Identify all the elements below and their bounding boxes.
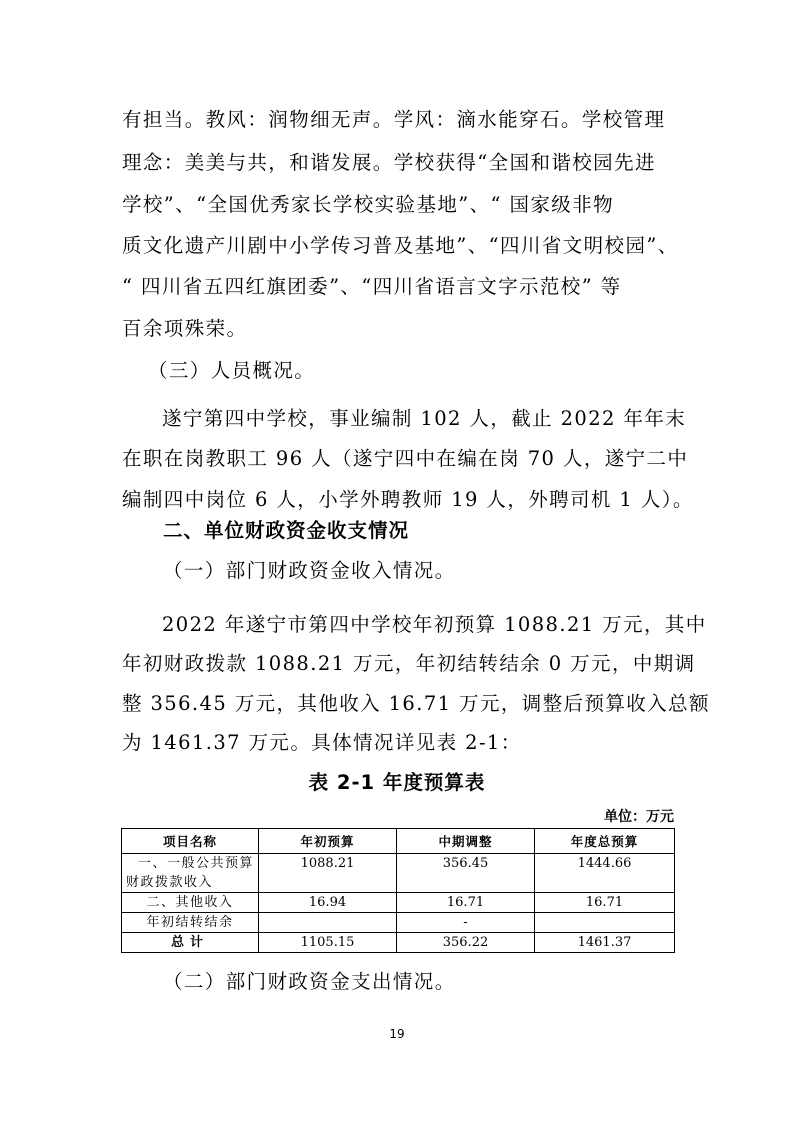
table-total-row <box>122 933 675 953</box>
body-text-line: 在职在岗教职工 96 人（遂宁四中在编在岗 70 人，遂宁二中 <box>122 447 689 470</box>
row-label: 二、其他收入 <box>122 893 259 913</box>
body-text-line: 有担当。教风：润物细无声。学风：滴水能穿石。学校管理 <box>122 108 666 131</box>
cell-mid: 16.71 <box>397 893 535 913</box>
cell-total <box>535 913 675 933</box>
body-text-line: 学校”、“全国优秀家长学校实验基地”、“ 国家级非物 <box>122 193 614 216</box>
section-heading-finance: 二、单位财政资金收支情况 <box>163 519 410 542</box>
cell-total: 16.71 <box>535 893 675 913</box>
body-text-line: 编制四中岗位 6 人，小学外聘教师 19 人，外聘司机 1 人）。 <box>122 488 694 511</box>
body-text-line: 年初财政拨款 1088.21 万元，年初结转结余 0 万元，中期调 <box>122 652 696 675</box>
subsection-heading-income: （一）部门财政资金收入情况。 <box>163 559 456 582</box>
total-label: 总计 <box>122 933 259 953</box>
page-number: 19 <box>389 1027 405 1041</box>
body-text-line: 遂宁第四中学校，事业编制 102 人，截止 2022 年年末 <box>162 407 687 430</box>
table-row <box>122 913 675 933</box>
cell-initial: 16.94 <box>259 893 397 913</box>
row-label: 年初结转结余 <box>122 913 259 933</box>
row-label <box>122 854 259 893</box>
row-label-line: 一、一般公共预算 <box>137 856 254 871</box>
column-header-mid-adjustment: 中期调整 <box>397 829 535 854</box>
body-text-line: “ 四川省五四红旗团委”、“四川省语言文字示范校” 等 <box>122 275 622 298</box>
body-text-line: 整 356.45 万元，其他收入 16.71 万元，调整后预算收入总额 <box>122 692 710 715</box>
body-text-line: 百余项殊荣。 <box>122 317 248 340</box>
cell-initial <box>259 913 397 933</box>
body-text-line: 质文化遗产川剧中小学传习普及基地”、“四川省文明校园”、 <box>122 234 679 257</box>
table-header-row <box>122 829 675 854</box>
total-annual: 1461.37 <box>535 933 675 953</box>
table-row <box>122 893 675 913</box>
table-unit: 单位：万元 <box>604 809 674 825</box>
column-header-item-name: 项目名称 <box>122 829 259 854</box>
row-label-line: 财政拨款收入 <box>126 875 214 890</box>
column-header-initial-budget: 年初预算 <box>259 829 397 854</box>
total-mid: 356.22 <box>397 933 535 953</box>
table-row <box>122 854 675 893</box>
cell-mid: 356.45 <box>397 854 535 893</box>
subsection-heading-expenditure: （二）部门财政资金支出情况。 <box>163 970 456 993</box>
cell-initial: 1088.21 <box>259 854 397 893</box>
body-text-line: 理念：美美与共，和谐发展。学校获得“全国和谐校园先进 <box>122 151 656 174</box>
section-heading-personnel: （三）人员概况。 <box>148 359 316 382</box>
body-text-line: 为 1461.37 万元。具体情况详见表 2-1： <box>122 731 522 754</box>
total-initial: 1105.15 <box>259 933 397 953</box>
cell-total: 1444.66 <box>535 854 675 893</box>
budget-table <box>121 828 675 953</box>
body-text-line: 2022 年遂宁市第四中学校年初预算 1088.21 万元，其中 <box>162 613 707 636</box>
table-caption: 表 2-1 年度预算表 <box>308 771 486 794</box>
cell-mid: - <box>397 913 535 933</box>
column-header-annual-total: 年度总预算 <box>535 829 675 854</box>
